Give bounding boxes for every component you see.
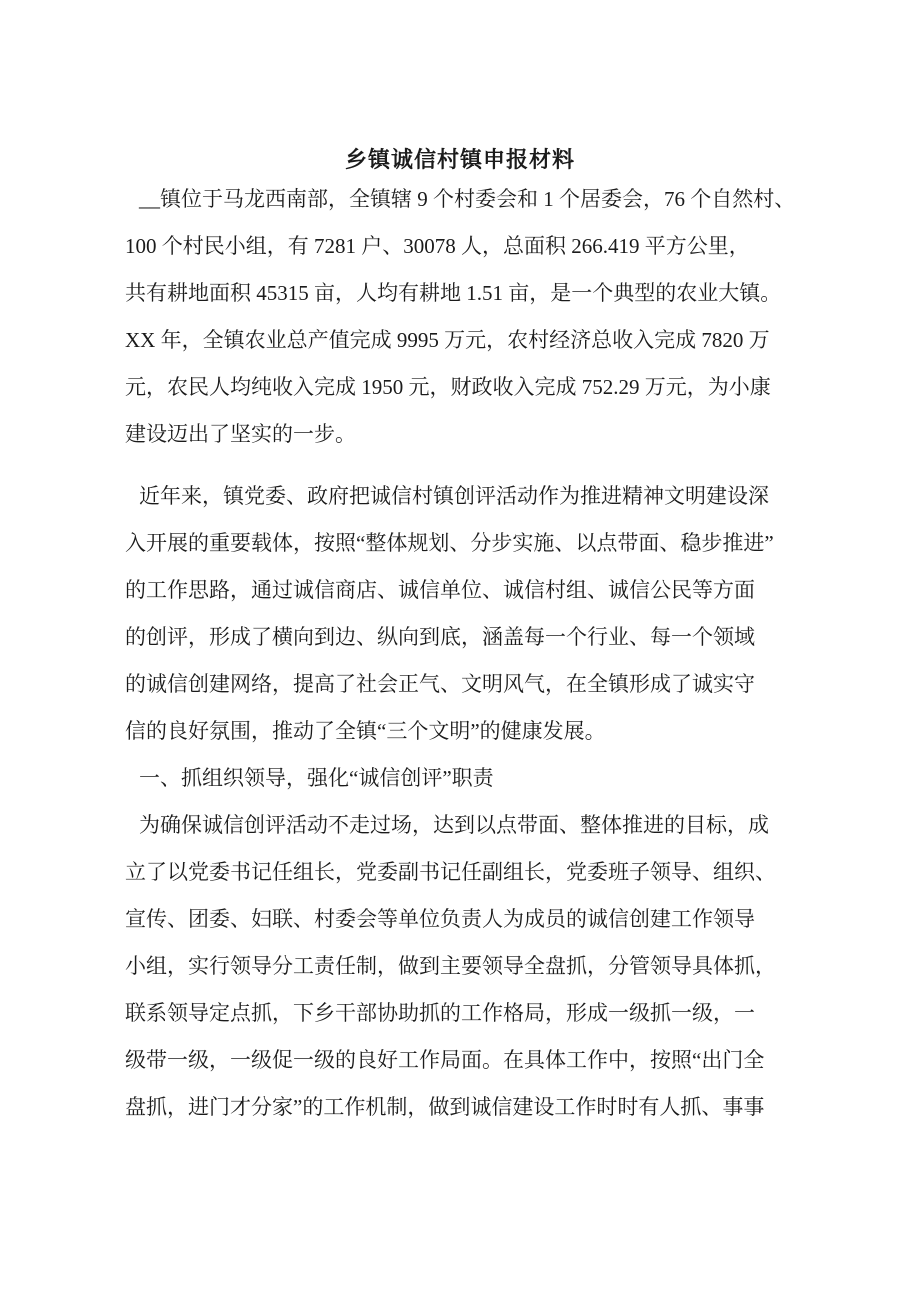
section-heading: 一、抓组织领导，强化“诚信创评”职责 xyxy=(139,766,494,790)
document-line: 100 个村民小组，有 7281 户、30078 人，总面积 266.419 平方公里， xyxy=(125,234,750,258)
document-body xyxy=(125,176,797,1131)
document-line: 联系领导定点抓，下乡干部协助抓的工作格局，形成一级抓一级，一 xyxy=(125,1001,755,1025)
document-line: 小组，实行领导分工责任制，做到主要领导全盘抓，分管领导具体抓， xyxy=(125,954,776,978)
document-line: 的诚信创建网络，提高了社会正气、文明风气，在全镇形成了诚实守 xyxy=(125,672,755,696)
document-line: __镇位于马龙西南部，全镇辖 9 个村委会和 1 个居委会，76 个自然村、 xyxy=(139,187,796,211)
document-line: XX 年，全镇农业总产值完成 9995 万元，农村经济总收入完成 7820 万 xyxy=(125,328,770,352)
document-line: 级带一级，一级促一级的良好工作局面。在具体工作中，按照“出门全 xyxy=(125,1048,765,1072)
document-line: 元，农民人均纯收入完成 1950 元，财政收入完成 752.29 万元，为小康 xyxy=(125,375,771,399)
document-line: 入开展的重要载体，按照“整体规划、分步实施、以点带面、稳步推进” xyxy=(125,531,774,555)
document-line: 盘抓，进门才分家”的工作机制，做到诚信建设工作时时有人抓、事事 xyxy=(125,1095,765,1119)
document-line: 立了以党委书记任组长，党委副书记任副组长，党委班子领导、组织、 xyxy=(125,860,776,884)
document-line: 为确保诚信创评活动不走过场，达到以点带面、整体推进的目标，成 xyxy=(139,813,769,837)
document-line: 的工作思路，通过诚信商店、诚信单位、诚信村组、诚信公民等方面 xyxy=(125,578,755,602)
document-line: 建设迈出了坚实的一步。 xyxy=(125,422,356,446)
document-title: 乡镇诚信村镇申报材料 xyxy=(344,147,575,172)
document-line: 近年来，镇党委、政府把诚信村镇创评活动作为推进精神文明建设深 xyxy=(139,484,769,508)
document-line: 宣传、团委、妇联、村委会等单位负责人为成员的诚信创建工作领导 xyxy=(125,907,755,931)
document-line: 信的良好氛围，推动了全镇“三个文明”的健康发展。 xyxy=(125,719,606,743)
document-line: 的创评，形成了横向到边、纵向到底，涵盖每一个行业、每一个领域 xyxy=(125,625,755,649)
document-line: 共有耕地面积 45315 亩，人均有耕地 1.51 亩，是一个典型的农业大镇。 xyxy=(125,281,782,305)
